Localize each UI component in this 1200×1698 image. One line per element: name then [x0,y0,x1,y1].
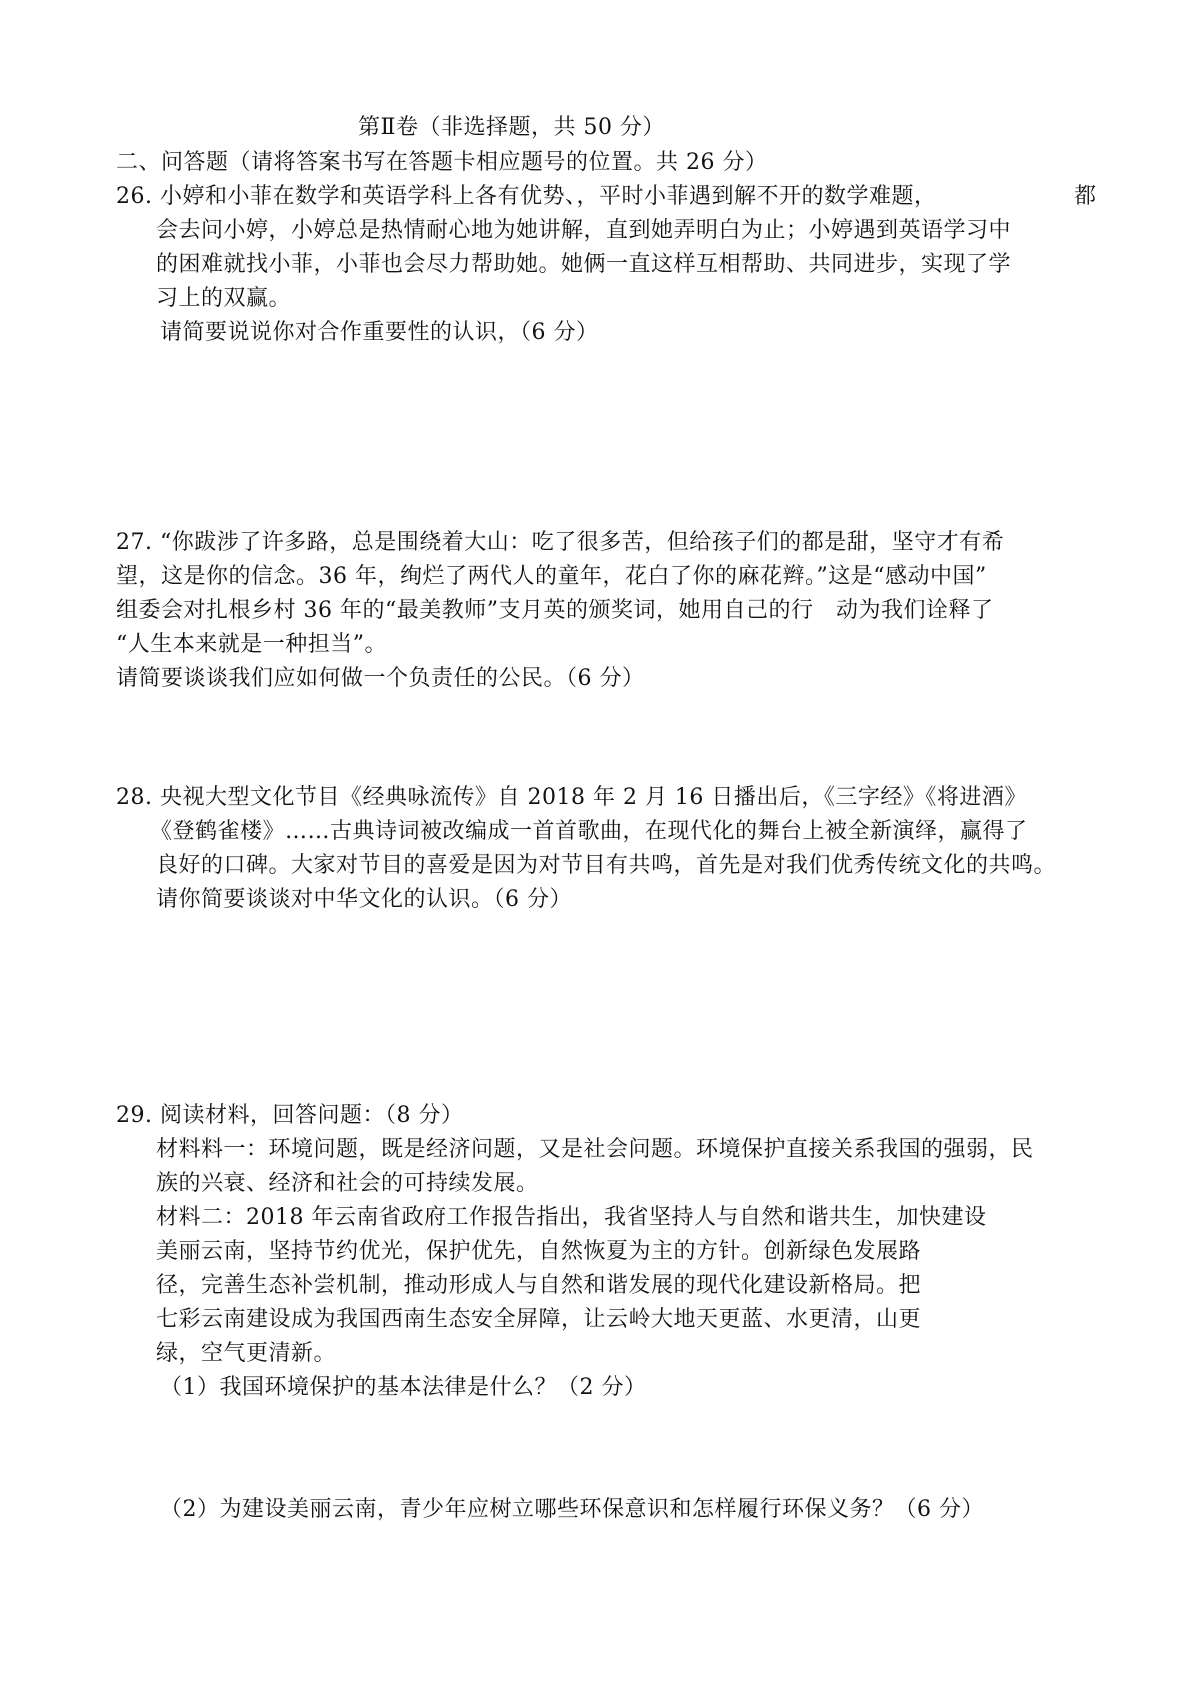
question-prompt: 请你简要谈谈对中华文化的认识。（6 分） [156,887,572,912]
section-instruction: 二、问答题（请将答案书写在答题卡相应题号的位置。共 26 分） [116,150,768,175]
question-text-line: 都 [1074,184,1097,209]
question-prompt: 请简要谈谈我们应如何做一个负责任的公民。（6 分） [116,666,645,691]
section-title: 第Ⅱ卷（非选择题，共 50 分） [358,115,665,140]
question-text-line: 组委会对扎根乡村 36 年的“最美教师”支月英的颁奖词，她用自己的行 动为我们诠释了 [116,598,994,623]
material-two-line: 美丽云南，坚持节约优光，保护优先，自然恢夏为主的方针。创新绿色发展路 [156,1239,922,1264]
question-text-line: 29. 阅读材料，回答问题：（8 分） [116,1103,464,1128]
question-text-line: 26. 小婷和小菲在数学和英语学科上各有优势、，平时小菲遇到解不开的数学难题， [116,184,937,209]
material-one-line: 材料料一：环境问题，既是经济问题，又是社会问题。环境保护直接关系我国的强弱，民 [156,1137,1034,1162]
material-two-line: 七彩云南建设成为我国西南生态安全屏障，让云岭大地天更蓝、水更清，山更 [156,1307,922,1332]
question-text-line: 《登鹤雀楼》……古典诗词被改编成一首首歌曲，在现代化的舞台上被全新演绎，赢得了 [150,819,1028,844]
question-text-line: 28. 央视大型文化节目《经典咏流传》自 2018 年 2 月 16 日播出后，《三字经》《将进酒》 [116,785,1027,810]
material-two-line: 材料二：2018 年云南省政府工作报告指出，我省坚持人与自然和谐共生，加快建设 [156,1205,987,1230]
material-one-line: 族的兴衰、经济和社会的可持续发展。 [156,1171,539,1196]
question-text-line: 望，这是你的信念。36 年，绚烂了两代人的童年，花白了你的麻花辫。”这是“感动中国” [116,564,987,589]
question-text-line: 的困难就找小菲，小菲也会尽力帮助她。她俩一直这样互相帮助、共同进步，实现了学 [156,252,1012,277]
question-prompt: 请简要说说你对合作重要性的认识，（6 分） [160,320,599,345]
question-text-line: 会去问小婷，小婷总是热情耐心地为她讲解，直到她弄明白为止；小婷遇到英语学习中 [156,218,1012,243]
sub-question-1: （1）我国环境保护的基本法律是什么？（2 分） [160,1375,647,1400]
material-two-line: 径，完善生态补尝机制，推动形成人与自然和谐发展的现代化建设新格局。把 [156,1273,922,1298]
question-text-line: “人生本来就是一种担当”。 [116,632,387,657]
material-two-line: 绿，空气更清新。 [156,1341,337,1366]
question-text-line: 27. “你跋涉了许多路，总是围绕着大山：吃了很多苦，但给孩子们的都是甜，坚守才有希 [116,530,1005,555]
question-text-line: 习上的双赢。 [156,286,292,311]
question-text-line: 良好的口碑。大家对节目的喜爱是因为对节目有共鸣，首先是对我们优秀传统文化的共鸣。 [156,853,1057,878]
sub-question-2: （2）为建设美丽云南，青少年应树立哪些环保意识和怎样履行环保义务？（6 分） [160,1497,984,1522]
